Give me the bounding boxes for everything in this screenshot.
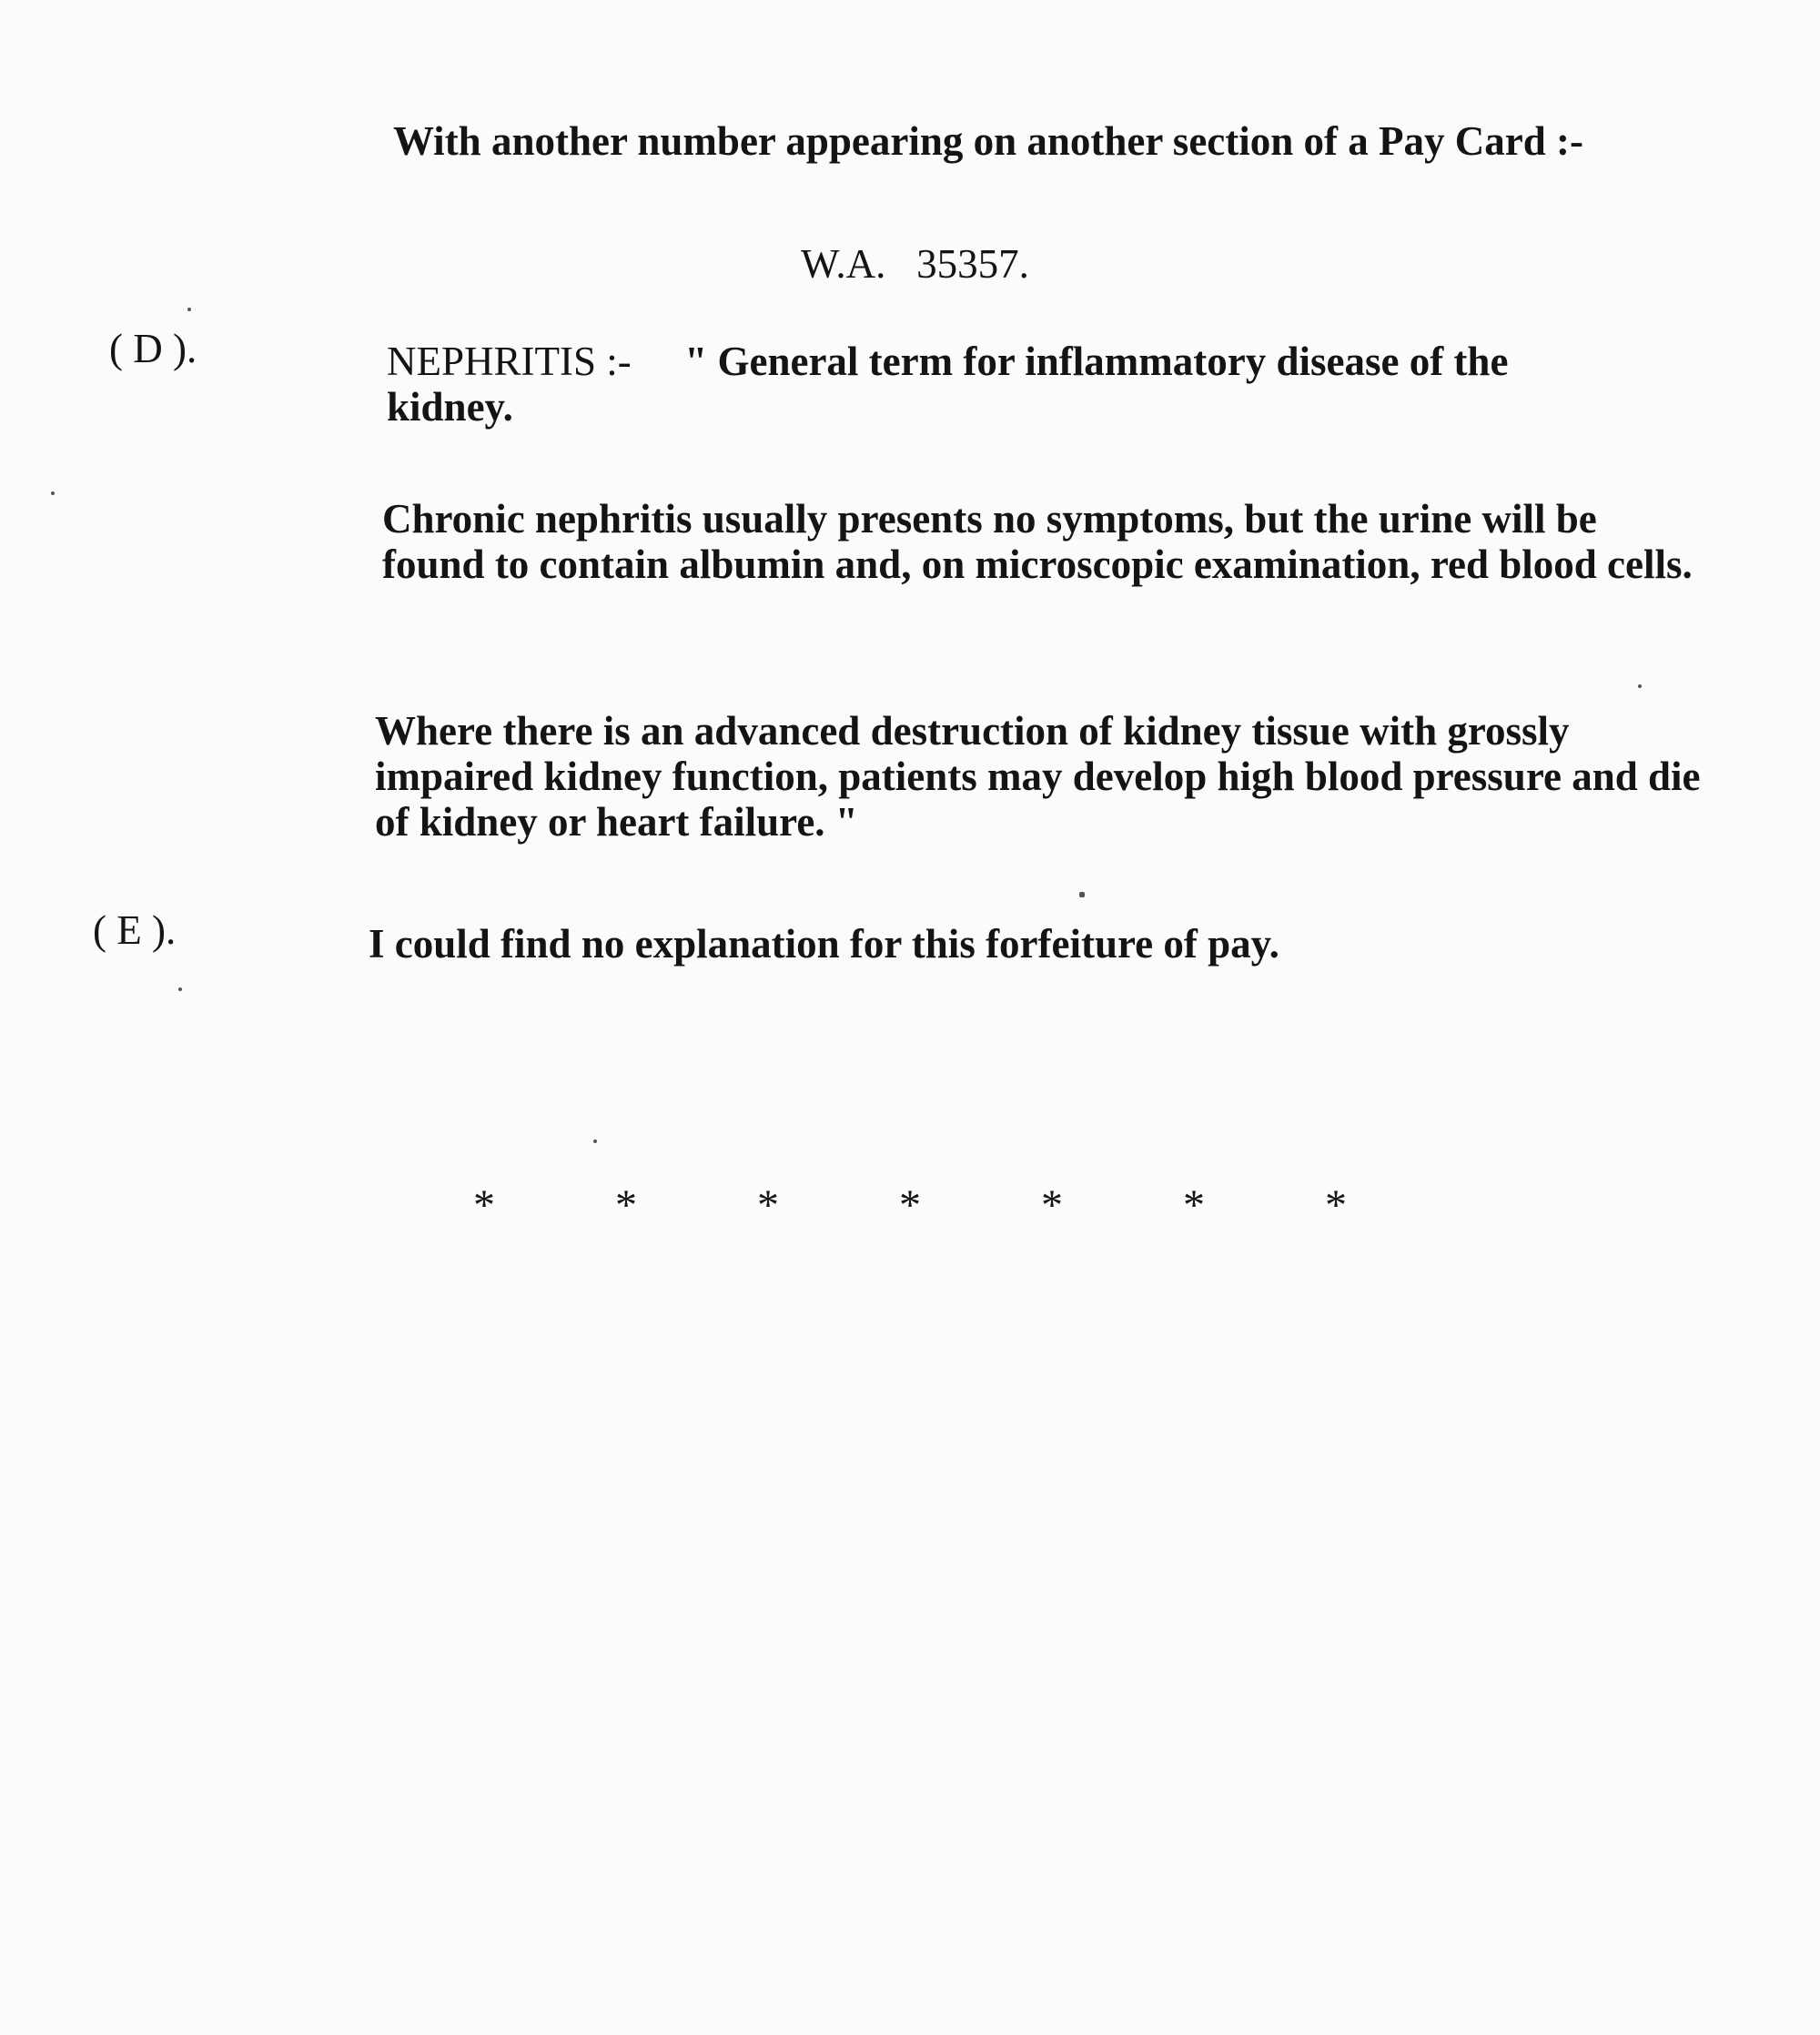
- scan-speck: [1638, 684, 1642, 688]
- section-d-heading: NEPHRITIS :-: [387, 339, 632, 384]
- reference-number: W.A. 35357.: [801, 241, 1029, 287]
- asterisk: *: [615, 1181, 637, 1230]
- asterisk: *: [899, 1181, 921, 1230]
- asterisk-separator: [473, 1183, 1347, 1229]
- scan-speck: [51, 491, 55, 495]
- section-e-text: I could find no explanation for this forfeiture of pay.: [369, 921, 1279, 967]
- scan-speck: [187, 308, 191, 311]
- scan-speck: [593, 1139, 597, 1143]
- scan-speck: [1079, 892, 1085, 897]
- asterisk: *: [1325, 1181, 1347, 1230]
- section-d-definition: [387, 339, 1624, 430]
- section-d-definition-text: " General term for inflammatory disease of the kidney.: [387, 339, 1509, 430]
- asterisk: *: [1183, 1181, 1205, 1230]
- asterisk: *: [473, 1181, 495, 1230]
- section-d-label: ( D ).: [109, 326, 197, 371]
- section-e-label: ( E ).: [93, 907, 177, 953]
- asterisk: *: [1041, 1181, 1063, 1230]
- intro-line: With another number appearing on another section of a Pay Card :-: [393, 118, 1583, 164]
- section-d-paragraph-1: Chronic nephritis usually presents no symptoms, but the urine will be found to contain albumin and, on microscopic examination, red blood cells.: [382, 496, 1693, 587]
- asterisk: *: [757, 1181, 779, 1230]
- scan-speck: [178, 987, 182, 991]
- section-d-paragraph-2: Where there is an advanced destruction of kidney tissue with grossly impaired kidney function, patients may develop high blood pressure and die of kidney or heart failure. ": [375, 708, 1701, 845]
